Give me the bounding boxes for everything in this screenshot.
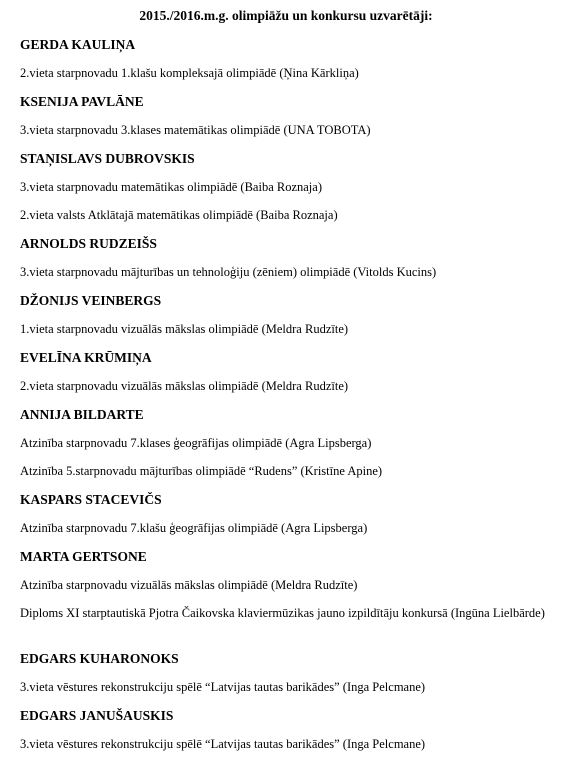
winner-name: ANNIJA BILDARTE bbox=[20, 407, 144, 422]
award-entry: Atzinība starpnovadu 7.klašu ģeogrāfijas olimpiādē (Agra Lipsberga) bbox=[20, 521, 368, 535]
winner-name: KSENIJA PAVLĀNE bbox=[20, 94, 144, 109]
award-entry: Atzinība starpnovadu 7.klases ģeogrāfijas olimpiādē (Agra Lipsberga) bbox=[20, 436, 372, 450]
award-entry: 3.vieta vēstures rekonstrukciju spēlē “Latvijas tautas barikādes” (Inga Pelcmane) bbox=[20, 737, 426, 751]
award-entry: 2.vieta valsts Atklātajā matemātikas olimpiādē (Baiba Roznaja) bbox=[20, 208, 338, 222]
award-entry: 2.vieta starpnovadu vizuālās mākslas olimpiādē (Meldra Rudzīte) bbox=[20, 379, 349, 393]
award-entry: 3.vieta vēstures rekonstrukciju spēlē “Latvijas tautas barikādes” (Inga Pelcmane) bbox=[20, 680, 426, 694]
award-entry: 3.vieta starpnovadu 3.klases matemātikas olimpiādē (UNA TOBOTA) bbox=[20, 123, 371, 137]
winner-name: ARNOLDS RUDZEIŠS bbox=[20, 236, 157, 251]
award-entry: Atzinība 5.starpnovadu mājturības olimpiādē “Rudens” (Kristīne Apine) bbox=[20, 464, 383, 478]
document-title: 2015./2016.m.g. olimpiāžu un konkursu uzvarētāji: bbox=[139, 8, 433, 23]
winner-name: KASPARS STACEVIČS bbox=[20, 492, 162, 507]
winner-name: EDGARS KUHARONOKS bbox=[20, 651, 179, 666]
winner-name: MARTA GERTSONE bbox=[20, 549, 147, 564]
award-entry: 3.vieta starpnovadu mājturības un tehnoloģiju (zēniem) olimpiādē (Vitolds Kucins) bbox=[20, 265, 437, 279]
award-entry: Atzinība starpnovadu vizuālās mākslas olimpiādē (Meldra Rudzīte) bbox=[20, 578, 358, 592]
winner-name: EDGARS JANUŠAUSKIS bbox=[20, 708, 174, 723]
award-entry: Diploms XI starptautiskā Pjotra Čaikovska klaviermūzikas jauno izpildītāju konkursā (Ingūna Lielbārde) bbox=[20, 606, 545, 620]
award-entry: 3.vieta starpnovadu matemātikas olimpiādē (Baiba Roznaja) bbox=[20, 180, 322, 194]
award-entry: 1.vieta starpnovadu vizuālās mākslas olimpiādē (Meldra Rudzīte) bbox=[20, 322, 349, 336]
award-entry: 2.vieta starpnovadu 1.klašu kompleksajā olimpiādē (Ņina Kārkliņa) bbox=[20, 66, 359, 80]
winner-name: EVELĪNA KRŪMIŅA bbox=[20, 350, 152, 365]
winner-name: DŽONIJS VEINBERGS bbox=[20, 293, 162, 308]
winner-name: GERDA KAULIŅA bbox=[20, 37, 136, 52]
winner-name: STAŅISLAVS DUBROVSKIS bbox=[20, 151, 195, 166]
